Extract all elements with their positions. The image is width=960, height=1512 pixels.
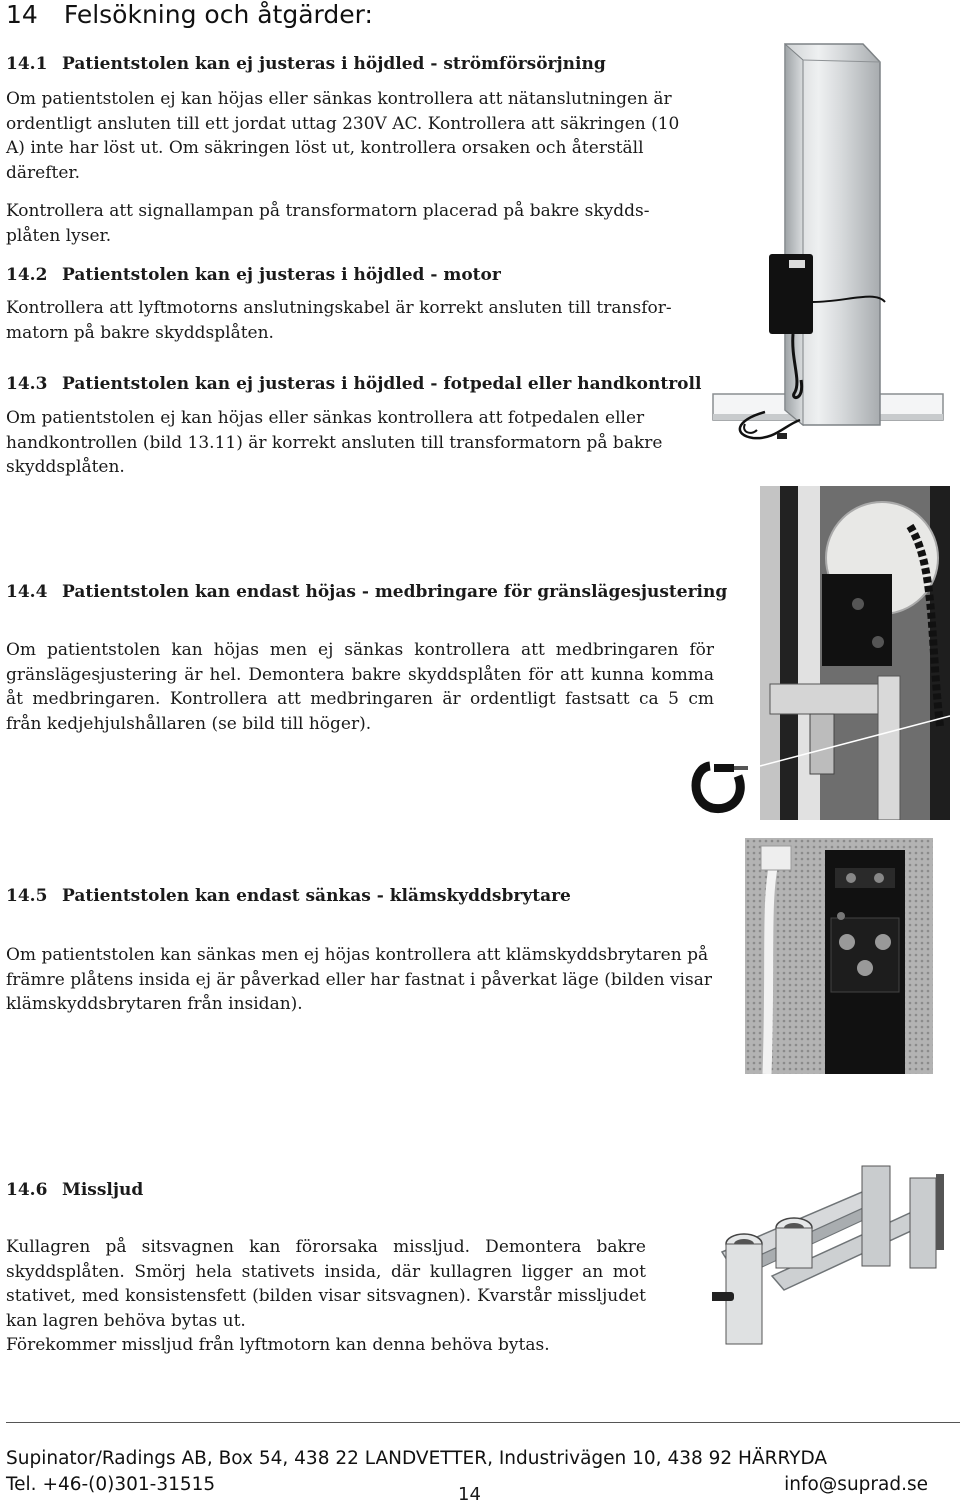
stand-column-transformer-photo	[705, 40, 960, 450]
section-14-6-paragraph-1: Kullagren på sitsvagnen kan förorsaka missljud. Demontera bakre skyddsplåten. Smörj hela stativets insida, där kullagren ligger an mot stativet, med konsistensfett (bilden visar sitsvagnen). Kvarstår missljudet kan lagren behöva bytas ut.	[6, 1237, 646, 1331]
chapter-number: 14	[6, 0, 38, 29]
section-heading-14-4: 14.4 Patientstolen kan endast höjas - medbringare för gränslägesjustering	[6, 582, 728, 602]
section-14-2-paragraph-1: Kontrollera att lyftmotorns anslutningskabel är korrekt ansluten till transfor-matorn på bakre skyddsplåten.	[6, 298, 672, 343]
footer-address: Supinator/Radings AB, Box 54, 438 22 LANDVETTER, Industrivägen 10, 438 92 HÄRRYDA	[6, 1448, 828, 1469]
page-number: 14	[458, 1484, 481, 1505]
chain-wheel-limit-carrier-photo	[760, 486, 950, 820]
footer-phone: Tel. +46-(0)301-31515	[6, 1474, 216, 1495]
footer-divider	[6, 1422, 960, 1423]
page-title	[6, 0, 373, 30]
pinch-protection-switch-photo	[745, 838, 933, 1074]
footer-email: info@suprad.se	[784, 1474, 928, 1495]
clamp-ring-icon	[688, 752, 754, 818]
section-14-6-paragraph-2: Förekommer missljud från lyftmotorn kan denna behöva bytas.	[6, 1335, 550, 1355]
section-14-1-paragraph-1: Om patientstolen ej kan höjas eller sänkas kontrollera att nätanslutningen är ordentligt ansluten till ett jordat uttag 230V AC. Kontrollera att säkringen (10 A) inte har löst ut. Om säkringen löst ut, kontrollera orsaken och återställ därefter.	[6, 89, 680, 183]
section-heading-14-3: 14.3 Patientstolen kan ej justeras i höjdled - fotpedal eller handkontroll	[6, 374, 702, 394]
section-heading-14-1: 14.1 Patientstolen kan ej justeras i höjdled - strömförsörjning	[6, 54, 606, 74]
section-14-1-paragraph-2: Kontrollera att signallampan på transformatorn placerad på bakre skydds-plåten lyser.	[6, 201, 650, 246]
section-heading-14-2: 14.2 Patientstolen kan ej justeras i höjdled - motor	[6, 265, 501, 285]
section-heading-14-5: 14.5 Patientstolen kan endast sänkas - klämskyddsbrytare	[6, 886, 571, 906]
section-14-3-paragraph-1: Om patientstolen ej kan höjas eller sänkas kontrollera att fotpedalen eller handkontrollen (bild 13.11) är korrekt ansluten till transformatorn på bakre skyddsplåten.	[6, 408, 663, 477]
seat-carriage-photo	[712, 1152, 960, 1372]
section-14-5-paragraph-1: Om patientstolen kan sänkas men ej höjas kontrollera att klämskyddsbrytaren på främre plåtens insida ej är påverkad eller har fastnat i påverkat läge (bilden visar klämskyddsbrytaren från insidan).	[6, 945, 712, 1014]
section-heading-14-6: 14.6 Missljud	[6, 1180, 144, 1200]
chapter-title: Felsökning och åtgärder:	[63, 0, 373, 29]
section-14-4-paragraph-1: Om patientstolen kan höjas men ej sänkas kontrollera att medbringaren för gränslägesjustering är hel. Demontera bakre skyddsplåten för att kunna komma åt medbringaren. Kontrollera att medbringaren är ordentligt fastsatt ca 5 cm från kedjehjulshållaren (se bild till höger).	[6, 640, 714, 734]
